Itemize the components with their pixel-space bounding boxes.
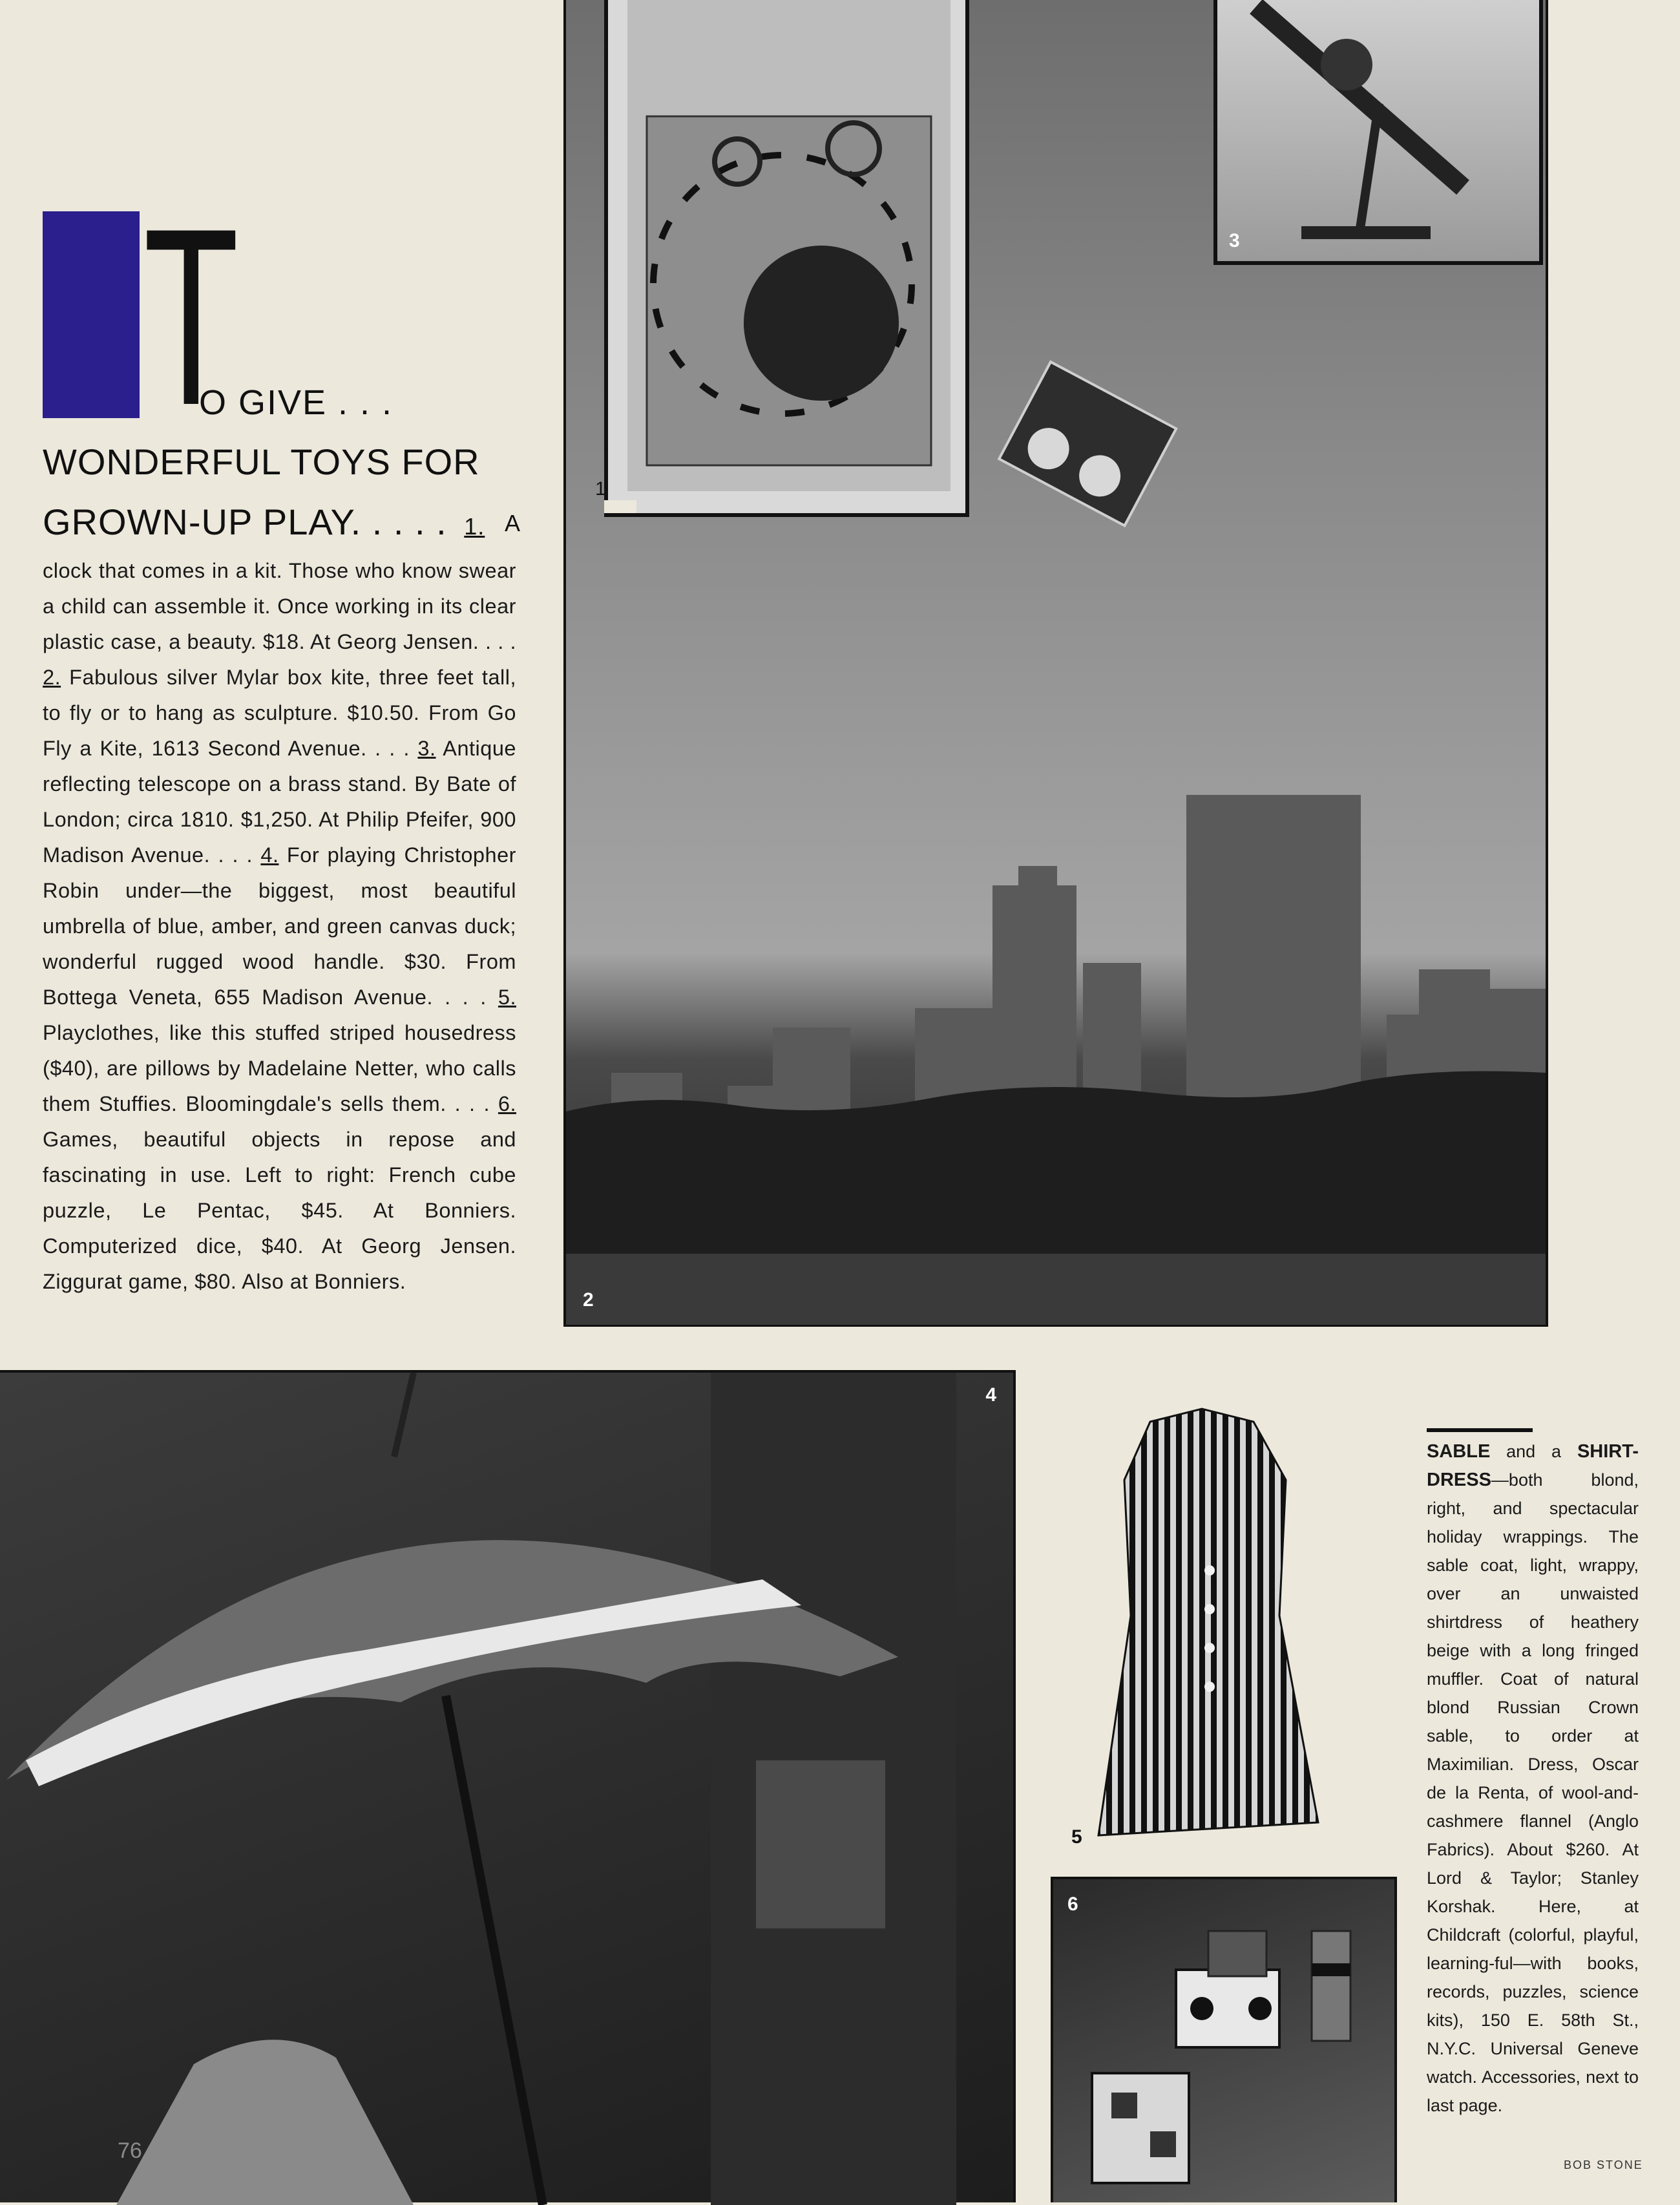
article-seg-5-num: 6.	[498, 1092, 516, 1115]
sidebar-body: —both blond, right, and spectacular holiday wrappings. The sable coat, light, wrappy, over an unwaisted shirtdress of heathery beige with a long fringed muffler. Coat of natural blond Russian Crown sable, to order at Maximilian. Dress, Oscar de la Renta, of wool-and-cashmere flannel (Anglo Fabrics). About $260. At Lord & Taylor; Stanley Korshak. Here, at Childcraft (colorful, playful, learning-ful—with books, records, puzzles, science kits), 150 E. 58th St., N.Y.C. Universal Geneve watch. Accessories, next to last page.	[1427, 1470, 1639, 2115]
photo-label-1: 1	[595, 478, 606, 500]
kite-icon	[999, 362, 1176, 525]
headline-big-letter: T	[143, 176, 239, 458]
headline-line3	[43, 501, 521, 543]
article-seg-1-pre: clock that comes in a kit. Those who know swear a child can assemble it. Once working in its clear plastic case, a beauty. $18. At Georg Jensen. . . .	[43, 559, 516, 653]
cube-puzzle-icon	[1092, 2073, 1189, 2183]
games-illustration	[1053, 1879, 1394, 2202]
clock-base-left	[604, 500, 636, 513]
photo-label-3: 3	[1229, 230, 1240, 251]
article-seg-3-post: For playing Christopher Robin under—the biggest, most beautiful umbrella of blue, amber, and green canvas duck; wonderful rugged wood handle. $30. From Bottega Veneta, 655 Madison Avenue. . . .	[43, 843, 516, 1009]
article-body	[43, 553, 516, 1300]
headline-line1: O GIVE . . .	[199, 383, 394, 422]
headline-accent-block	[43, 211, 140, 418]
article-seg-4-post: Playclothes, like this stuffed striped housedress ($40), are pillows by Madelaine Netter, who calls them Stuffies. Bloomingdale's sells them. . . .	[43, 1021, 516, 1115]
telescope-icon	[1217, 0, 1539, 261]
headline-line3-tail: A	[504, 510, 521, 536]
photo-telescope	[1213, 0, 1543, 265]
photo-striped-dress	[1060, 1402, 1357, 1848]
photo-label-2: 2	[583, 1289, 594, 1311]
article-seg-3-num: 4.	[260, 843, 279, 867]
article-seg-1-num: 2.	[43, 666, 61, 689]
article-seg-1-post: Fabulous silver Mylar box kite, three feet tall, to fly or to hang as sculpture. $10.50. From Go Fly a Kite, 1613 Second Avenue. . . .	[43, 666, 516, 760]
article-seg-4-num: 5.	[498, 986, 516, 1009]
person-silhouette	[116, 2040, 414, 2205]
headline-line3-num: 1.	[464, 513, 485, 540]
article-seg-2-num: 3.	[417, 737, 436, 760]
photo-clock-kit	[595, 0, 969, 517]
sidebar-text	[1427, 1437, 1639, 2120]
sidebar-and: and a	[1490, 1442, 1577, 1461]
photo-label-5: 5	[1071, 1826, 1082, 1848]
sidebar-lead-sable: SABLE	[1427, 1441, 1491, 1462]
photo-credit: BOB STONE	[1564, 2158, 1643, 2171]
photo-label-6: 6	[1067, 1894, 1078, 1915]
dress-icon	[1060, 1402, 1357, 1848]
sidebar-rule	[1427, 1428, 1533, 1432]
headline-line2: WONDERFUL TOYS FOR	[43, 441, 480, 482]
dice-box-icon	[1176, 1970, 1279, 2047]
article-seg-2-post: Antique reflecting telescope on a brass stand. By Bate of London; circa 1810. $1,250. At Philip Pfeifer, 900 Madison Avenue. . . .	[43, 737, 517, 867]
photo-label-4: 4	[985, 1384, 996, 1406]
ziggurat-icon	[1312, 1931, 1350, 2041]
umbrella-illustration	[0, 1373, 1013, 2205]
photo-umbrella	[0, 1370, 1016, 2202]
headline-line3-text: GROWN-UP PLAY. . . . .	[43, 501, 447, 542]
page-number: 76	[118, 2138, 142, 2163]
photo-games	[1051, 1877, 1397, 2202]
article-seg-5-post: Games, beautiful objects in repose and fascinating in use. Left to right: French cube puzzle, Le Pentac, $45. At Bonniers. Computerized dice, $40. At Georg Jensen. Ziggurat game, $80. Also at Bonniers.	[43, 1128, 516, 1293]
sidebar-lead-shirtdress: SHIRT-DRESS	[1427, 1441, 1639, 1490]
clock-illustration	[608, 0, 965, 513]
